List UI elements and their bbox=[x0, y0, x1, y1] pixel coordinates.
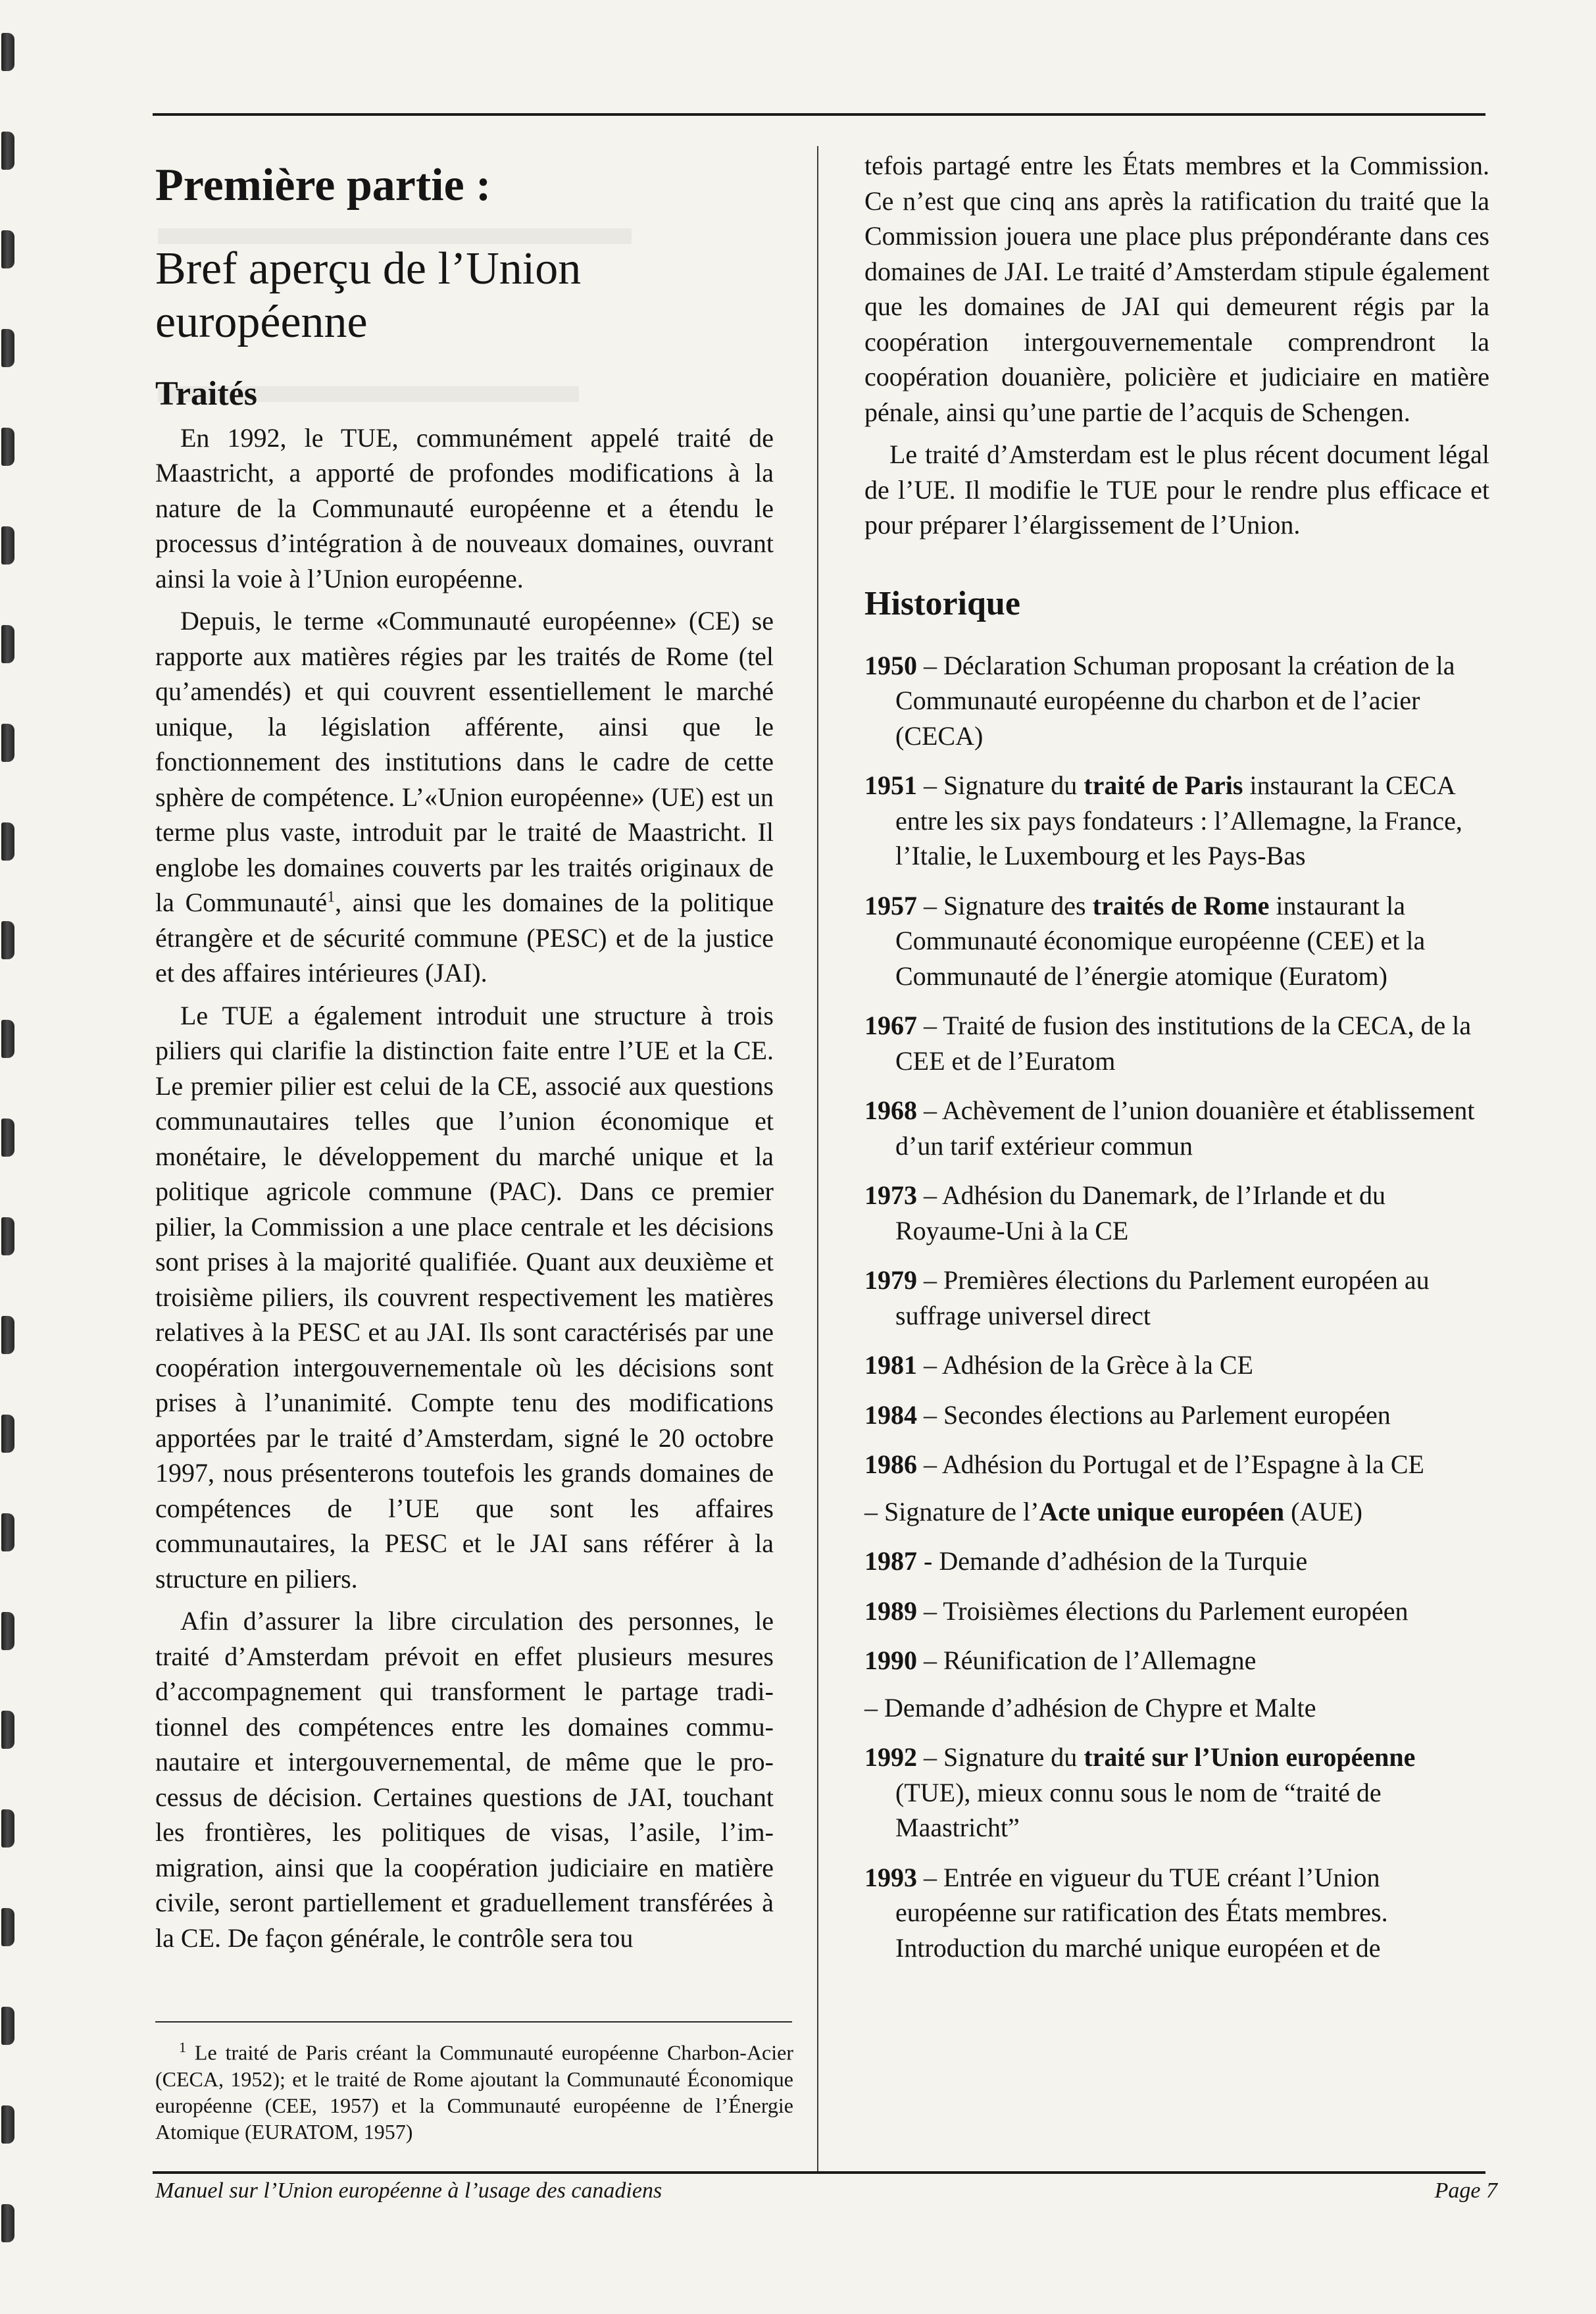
timeline-entry-1989 bbox=[864, 1594, 1489, 1629]
timeline-text: – Troisièmes élections du Parlement européen bbox=[917, 1596, 1409, 1626]
binding-ring bbox=[1, 724, 14, 762]
binding-ring bbox=[1, 1415, 14, 1453]
binding-ring bbox=[1, 526, 14, 565]
timeline-year: 1979 bbox=[864, 1265, 917, 1295]
binding-ring bbox=[1, 1316, 14, 1354]
paragraph-2-text-a: Depuis, le terme «Communauté européenne» (CE) se rapporte aux matières régies par les traités de Rome (tel qu’amendés) et qui couvrent essentiellement le marché unique, la législation afférente, ainsi que le fonctionnement des institutions dans le cadre de cette sphère de compétence. L’«Union européenne» (UE) est un terme plus vaste, introduit par le traité de Maastricht. Il englobe les domaines couverts par les traités originaux de la Communauté bbox=[155, 606, 774, 918]
timeline-year: 1987 bbox=[864, 1546, 917, 1576]
binding-ring bbox=[1, 2007, 14, 2045]
binding-ring bbox=[1, 1217, 14, 1255]
timeline-text: – Adhésion de la Grèce à la CE bbox=[917, 1350, 1253, 1380]
footnote-reference: 1 bbox=[327, 888, 336, 906]
footnote-marker: 1 bbox=[179, 2039, 186, 2055]
timeline-year: 1981 bbox=[864, 1350, 917, 1380]
paragraph-3: Le TUE a également introduit une structure à trois piliers qui clarifie la distinction faite entre l’UE et la CE. Le premier pilier est celui de la CE, associé aux questions communautaires telles que l’union économique et monétaire, le développement du marché unique et la politique agricole commune (PAC). Dans ce premier pilier, la Commission a une place centrale et les décisions sont prises à la majorité qualifiée. Quant aux deuxième et troisième piliers, ils couvrent respectivement les matières relatives à la PESC et au JAI. Ils sont caractérisés par une coopération intergouvernementale où les décisions sont prises à l’unanimité. Compte tenu des modifications apportées par le traité d’Amsterdam, signé le 20 octobre 1997, nous présenterons toutefois les grands domaines de compétences de l’UE que sont les affaires communautaires, la PESC et le JAI sans référer à la structure en piliers. bbox=[155, 1000, 774, 1594]
binding-ring bbox=[1, 921, 14, 959]
timeline-text: (AUE) bbox=[1284, 1496, 1362, 1526]
binding-ring bbox=[1, 1612, 14, 1650]
timeline-year: 1968 bbox=[864, 1095, 917, 1126]
timeline-text: - Demande d’adhésion de la Turquie bbox=[917, 1546, 1308, 1576]
timeline-bold-text: traités de Rome bbox=[1092, 890, 1270, 920]
binding-ring bbox=[1, 1809, 14, 1848]
timeline-entry-1990-chypre bbox=[864, 1690, 1489, 1726]
timeline-entry-1986-aue bbox=[864, 1494, 1489, 1530]
section-heading-traites: Traités bbox=[155, 375, 257, 413]
binding-ring bbox=[1, 132, 14, 170]
timeline-text: – Adhésion du Danemark, de l’Irlande et du Royaume-Uni à la CE bbox=[895, 1180, 1386, 1245]
timeline-year: 1973 bbox=[864, 1180, 917, 1211]
left-column bbox=[155, 148, 774, 1963]
timeline-entry-1981 bbox=[864, 1347, 1489, 1383]
column-divider bbox=[817, 146, 818, 2173]
timeline-text: – Traité de fusion des institutions de la CECA, de la CEE et de l’Euratom bbox=[895, 1011, 1472, 1076]
timeline-year: 1984 bbox=[864, 1399, 917, 1430]
timeline-entry-1957 bbox=[864, 888, 1489, 994]
timeline-year: 1951 bbox=[864, 770, 917, 801]
timeline-year: 1967 bbox=[864, 1011, 917, 1041]
footnote-rule bbox=[155, 2021, 792, 2023]
binding-ring bbox=[1, 428, 14, 466]
bottom-rule bbox=[153, 2171, 1485, 2174]
binding-ring bbox=[1, 329, 14, 367]
timeline-entry-1993 bbox=[864, 1860, 1489, 1966]
timeline-text: – Premières élections du Parlement européen au suffrage universel direct bbox=[895, 1265, 1430, 1330]
timeline-text: – Achèvement de l’union douanière et établissement d’un tarif extérieur commun bbox=[895, 1095, 1475, 1161]
part-heading: Première partie : bbox=[155, 160, 491, 211]
timeline-year: 1957 bbox=[864, 890, 917, 920]
timeline-text: (TUE), mieux connu sous le nom de “traité de Maastricht” bbox=[895, 1777, 1382, 1843]
binding-ring bbox=[1, 1020, 14, 1058]
footnote bbox=[155, 2034, 793, 2145]
timeline-text: instaurant la Communauté économique européenne (CEE) et la Communauté de l’énergie atomique (Euratom) bbox=[895, 890, 1426, 991]
page-number: Page 7 bbox=[1434, 2178, 1497, 2203]
timeline-text: – Secondes élections au Parlement européen bbox=[917, 1399, 1391, 1430]
timeline-year: 1950 bbox=[864, 650, 917, 680]
timeline-entry-1987 bbox=[864, 1544, 1489, 1579]
timeline-year: 1990 bbox=[864, 1646, 917, 1676]
spiral-binding bbox=[0, 0, 26, 2314]
binding-ring bbox=[1, 1513, 14, 1551]
timeline-entry-1950 bbox=[864, 648, 1489, 754]
binding-ring bbox=[1, 1908, 14, 1946]
timeline-text: – Déclaration Schuman proposant la création de la Communauté européenne du charbon et de l’acier (CECA) bbox=[895, 650, 1455, 751]
paragraph-4: Afin d’assurer la libre circulation des personnes, le traité d’Amsterdam prévoit en effet plusieurs mesures d’accompagnement qui transforment le partage traditionnel des compétences entre les domaines communautaire et intergouvernemental, de même que le processus de décision. Certaines questions de JAI, touchant les frontières, les politiques de visas, l’asile, l’immigration, ainsi que la coopération judiciaire en matière civile, seront partiellement et graduellement transférées à la CE. De façon générale, le contrôle sera tou bbox=[155, 1606, 774, 1953]
timeline-text: – Demande d’adhésion de Chypre et Malte bbox=[864, 1692, 1316, 1723]
timeline-year: 1993 bbox=[864, 1862, 917, 1892]
binding-ring bbox=[1, 625, 14, 663]
timeline-entry-1979 bbox=[864, 1263, 1489, 1333]
binding-ring bbox=[1, 2204, 14, 2242]
timeline-bold-text: traité sur l’Union européenne bbox=[1084, 1742, 1416, 1773]
timeline-text: – Réunification de l’Allemagne bbox=[917, 1646, 1257, 1676]
paragraph-2-text-b: , ainsi que les domaines de la politique étrangère et de sécurité commune (PESC) et de la justice et des affaires intérieures (JAI). bbox=[155, 888, 774, 988]
paragraph-continued: tefois partagé entre les États membres et la Commission. Ce n’est que cinq ans après la ratification du traité que la Commission jouera une place plus prépondérante dans ces domaines de JAI. Le traité d’Amsterdam stipule également que les domaines de JAI qui demeurent régis par la coopération intergouvernementale comprendront la coopération douanière, policière et judiciaire en matière pénale, ainsi qu’une partie de l’acquis de Schengen. bbox=[864, 151, 1489, 427]
timeline-year: 1986 bbox=[864, 1449, 917, 1480]
binding-ring bbox=[1, 230, 14, 268]
footer-manual-title: Manuel sur l’Union européenne à l’usage des canadiens bbox=[155, 2178, 662, 2203]
binding-ring bbox=[1, 822, 14, 861]
timeline-text: – Signature du bbox=[917, 1742, 1084, 1773]
timeline-entry-1967 bbox=[864, 1008, 1489, 1078]
binding-ring bbox=[1, 1119, 14, 1157]
timeline-text: – Entrée en vigueur du TUE créant l’Union européenne sur ratification des États membres. Introduction du marché unique européen et de bbox=[895, 1862, 1388, 1963]
timeline-bold-text: traité de Paris bbox=[1084, 770, 1243, 801]
timeline-year: 1992 bbox=[864, 1742, 917, 1773]
timeline-entry-1984 bbox=[864, 1397, 1489, 1433]
timeline-entry-1992 bbox=[864, 1740, 1489, 1846]
section-heading-historique: Historique bbox=[864, 584, 1020, 622]
timeline-entry-1990 bbox=[864, 1643, 1489, 1678]
right-column bbox=[864, 148, 1489, 1980]
footnote-text: Le traité de Paris créant la Communauté européenne Charbon-Acier (CECA, 1952); et le traité de Rome ajoutant la Communauté Économique européenne (CEE, 1957) et la Communauté européenne de l’Énergie Atomique (EURATOM, 1957) bbox=[155, 2040, 793, 2144]
timeline-text: instaurant la CECA entre les six pays fondateurs : l’Allemagne, la France, l’Italie, le Luxembourg et les Pays-Bas bbox=[895, 770, 1462, 871]
timeline-entry-1973 bbox=[864, 1178, 1489, 1248]
paragraph-2 bbox=[155, 603, 774, 991]
binding-ring bbox=[1, 33, 14, 71]
timeline-bold-text: Acte unique européen bbox=[1039, 1496, 1285, 1526]
timeline-text: – Signature des bbox=[917, 890, 1093, 920]
page-title: Bref aperçu de l’Union européenne bbox=[155, 243, 582, 348]
timeline-entry-1968 bbox=[864, 1093, 1489, 1163]
paragraph-amsterdam: Le traité d’Amsterdam est le plus récent document légal de l’UE. Il modifie le TUE pour le rendre plus efficace et pour préparer l’élargissement de l’Union. bbox=[864, 440, 1489, 540]
binding-ring bbox=[1, 2105, 14, 2144]
paragraph-1: En 1992, le TUE, communément appelé traité de Maastricht, a apporté de profondes modifications à la nature de la Communauté européenne et a étendu le processus d’intégration à de nouveaux domaines, ouvrant ainsi la voie à l’Union européenne. bbox=[155, 422, 774, 593]
timeline-entry-1986 bbox=[864, 1447, 1489, 1482]
timeline-year: 1989 bbox=[864, 1596, 917, 1626]
timeline-entry-1951 bbox=[864, 768, 1489, 874]
top-rule bbox=[153, 113, 1485, 116]
timeline-text: – Adhésion du Portugal et de l’Espagne à la CE bbox=[917, 1449, 1424, 1480]
timeline-text: – Signature de l’ bbox=[864, 1496, 1039, 1526]
timeline-text: – Signature du bbox=[917, 770, 1084, 801]
binding-ring bbox=[1, 1711, 14, 1749]
